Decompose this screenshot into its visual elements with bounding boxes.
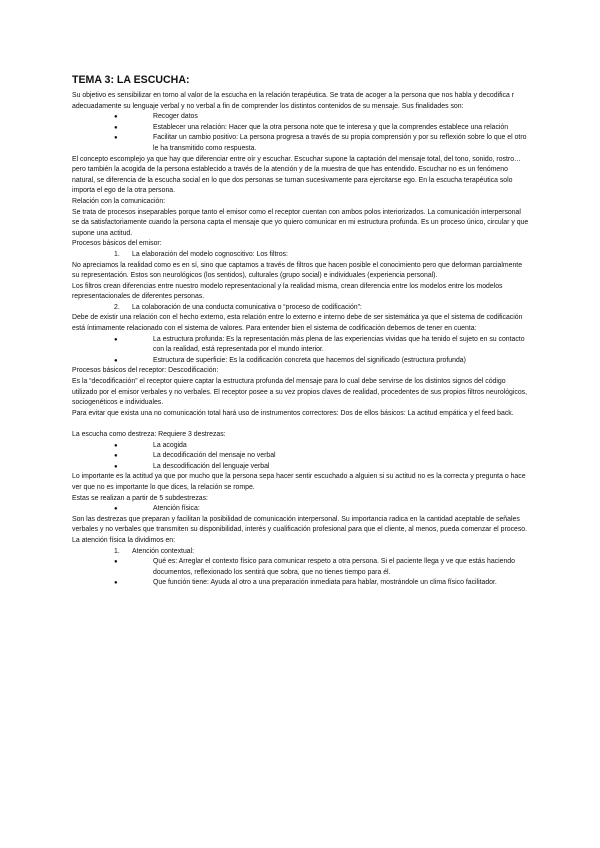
document-title: TEMA 3: LA ESCUCHA: xyxy=(72,74,190,86)
list-item: ● Qué es: Arreglar el contexto físico para comunicar respeto a otra persona. Si el paciente llega y ve que estás haciendo documentos, reflexionado los sentirá que sobra, que no tienes tiempo para él. xyxy=(114,558,515,576)
paragraph-codification: Debe de existir una relación con el hecho externo, esta relación entre lo externo e interno debe de ser sistemática ya que el sistema de codificación está íntimamente relacionado con el sistema de valores. Para entender bien el sistema de codificación debemos de tener en cuenta: xyxy=(72,314,523,333)
section-heading: Relación con la comunicación: xyxy=(72,197,166,205)
paragraph-correctors: Para evitar que exista una no comunicación total hará uso de instrumentos correctores: Dos de ellos básicos: La actitud empática y el feed back. xyxy=(72,409,514,417)
paragraph-attitude: Lo importante es la actitud ya que por mucho que la persona sepa hacer sentir escuchado a alguien si su actitud no es la correcta y pregunta o hace ver que no es importante lo que dices, la relación se rompe. xyxy=(72,473,526,491)
bullet-icon: ● xyxy=(114,442,118,449)
bullet-icon: ● xyxy=(114,580,118,587)
paragraph-physical-attention: Son las destrezas que preparan y facilitan la posibilidad de comunicación interpersonal. Su importancia radica en la cantidad aceptable de señales verbales y no verbales que transmiten su disponibilidad, interés y cualificación profesional para que el cliente, al menos, pueda comenzar el proceso. xyxy=(72,515,528,534)
numbered-item: 1. La elaboración del modelo cognoscitivo: Los filtros: xyxy=(114,250,288,258)
paragraph-filters: No apreciamos la realidad como es en sí, sino que captamos a través de filtros que hacen posible el conocimiento pero que deforman parcialmente su representación. Estos son neurológicos (los sentidos), culturales (grupo social) e individuales (experiencia personal). xyxy=(72,261,523,280)
list-item: ● Facilitar un cambio positivo: La persona progresa a través de su propia comprensión y por su reflexión sobre lo que el otro le ha transmitido como respuesta. xyxy=(114,134,527,152)
bullet-icon: ● xyxy=(114,357,118,364)
spacer xyxy=(72,419,530,430)
list-item: ● La acogida xyxy=(72,441,530,452)
list-item: ● Atención física: xyxy=(72,504,530,515)
bullet-icon: ● xyxy=(114,506,118,513)
list-item: ● Que función tiene: Ayuda al otro a una preparación inmediata para hablar, mostrándole un clima físico facilitador. xyxy=(72,578,530,589)
numbered-item: 1. Atención contextual: xyxy=(114,547,195,555)
bullet-icon: ● xyxy=(114,463,118,470)
paragraph-objective: Su objetivo es sensibilizar en torno al valor de la escucha en la relación terapéutica. Se trata de acoger a la persona que nos habla y decodifica r adecuadamente su lenguaje verbal y no verbal a fin de comprender los distintos contenidos de su mensaje. Sus finalidades son: xyxy=(72,92,515,110)
section-heading: La escucha como destreza: Requiere 3 destrezas: xyxy=(72,431,226,438)
list-item: ● Estructura de superficie: Es la codificación concreta que hacemos del significado (estructura profunda) xyxy=(72,356,530,367)
paragraph-filters-differences: Los filtros crean diferencias entre nuestro modelo representacional y la realidad misma, crean diferencia entre los modelos entre los modelos representacionales de diferentes personas. xyxy=(72,282,503,301)
section-heading: Procesos básicos del receptor: Descodificación: xyxy=(72,367,219,375)
paragraph-concept: El concepto escomplejo ya que hay que diferenciar entre oír y escuchar. Escuchar supone la captación del mensaje total, del tono, sonido, rostro…pero también la acogida de la persona establecido a través de la atención y de la muestra de que has entendido. Escuchar no es un fenómeno natural, se diferencia de la escucha social en lo que dos personas se turnan sucesivamente para ejercitarse ego. En la escucha terapéutica solo importa el ego de la otra persona. xyxy=(72,155,521,195)
list-item: ● Establecer una relación: Hacer que la otra persona note que te interesa y que la comprendes establece una relación xyxy=(72,123,530,134)
bullet-icon: ● xyxy=(114,114,118,121)
paragraph-subskills: Estas se realizan a partir de 5 subdestrezas: xyxy=(72,494,208,502)
numbered-item: 2. La colaboración de una conducta comunicativa o “proceso de codificación”: xyxy=(114,303,362,311)
paragraph-communication: Se trata de procesos inseparables porque tanto el emisor como el receptor cuentan con ambos polos interiorizados. La comunicación interpersonal se da satisfactoriamente cuando la persona capta el mensaje que yo quiero comunicar en mi estructura profunda. Es un proceso único, circular y que supone una actitud. xyxy=(72,208,529,237)
bullet-icon: ● xyxy=(114,453,118,460)
paragraph-divide: La atención física la dividimos en: xyxy=(72,536,176,544)
paragraph-decoding: Es la “decodificación” el receptor quiere captar la estructura profunda del mensaje para lo cual debe servirse de los distintos signos del código utilizado por el emisor verbales y no verbales. El receptor posee a su vez propios claves de realidad, procedentes de sus propios filtros neurológicos, sociogenéticos e individuales. xyxy=(72,378,528,407)
list-item: ● La decodificación del mensaje no verbal xyxy=(72,451,530,462)
list-item: ● Recoger datos xyxy=(72,112,530,123)
list-item: ● La descodificación del lenguaje verbal xyxy=(72,462,530,473)
section-heading: Procesos básicos del emisor: xyxy=(72,240,162,248)
bullet-icon: ● xyxy=(114,124,118,131)
bullet-icon: ● xyxy=(114,559,118,566)
bullet-icon: ● xyxy=(114,336,118,343)
list-item: ● La estructura profunda: Es la representación más plena de las experiencias vividas que ha tenido el sujeto en su contacto con la realidad, está representada por el mundo interior. xyxy=(114,335,525,354)
bullet-icon: ● xyxy=(114,135,118,142)
